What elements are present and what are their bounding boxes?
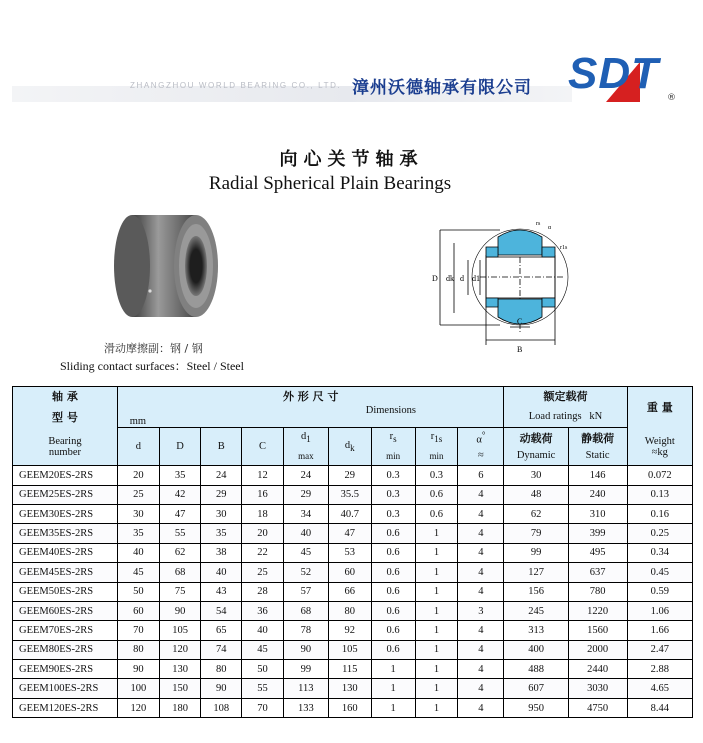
- table-cell: 28: [242, 582, 284, 601]
- bearing-number-cell: GEEM100ES-2RS: [13, 679, 118, 698]
- table-cell: 20: [242, 524, 284, 543]
- table-cell: 68: [159, 563, 201, 582]
- table-cell: 60: [328, 563, 371, 582]
- th-model-cn1: 轴 承: [13, 387, 118, 406]
- company-name-cn: 漳州沃德轴承有限公司: [352, 78, 532, 98]
- th-model-en: Bearing number: [13, 428, 118, 466]
- table-cell: 160: [328, 698, 371, 717]
- table-cell: 1: [415, 601, 458, 620]
- table-cell: 0.6: [371, 621, 415, 640]
- table-cell: 0.3: [371, 504, 415, 523]
- th-rs: $r_s$: [371, 428, 415, 447]
- table-cell: 78: [283, 621, 328, 640]
- th-dimensions-cn: 外 形 尺 寸: [117, 387, 504, 406]
- th-dk: $d_k$: [328, 428, 371, 466]
- table-cell: 35: [201, 524, 242, 543]
- table-cell: 4: [458, 660, 504, 679]
- table-cell: 1: [371, 698, 415, 717]
- table-cell: 79: [504, 524, 568, 543]
- th-static-cn: 静载荷: [568, 428, 627, 447]
- table-cell: 0.6: [371, 601, 415, 620]
- table-cell: 30: [117, 504, 159, 523]
- table-cell: 120: [117, 698, 159, 717]
- spec-table: [12, 386, 693, 718]
- th-d: d: [117, 428, 159, 466]
- th-D: D: [159, 428, 201, 466]
- bearing-number-cell: GEEM35ES-2RS: [13, 524, 118, 543]
- th-d1-max: max: [283, 447, 328, 466]
- table-cell: 310: [568, 504, 627, 523]
- table-cell: 54: [201, 601, 242, 620]
- table-cell: 127: [504, 563, 568, 582]
- bearing-number-cell: GEEM40ES-2RS: [13, 543, 118, 562]
- table-cell: 1: [371, 679, 415, 698]
- table-cell: 29: [283, 485, 328, 504]
- table-cell: 80: [117, 640, 159, 659]
- table-cell: 45: [117, 563, 159, 582]
- table-cell: 47: [328, 524, 371, 543]
- table-cell: 4: [458, 679, 504, 698]
- th-C: C: [242, 428, 284, 466]
- page-header: [0, 0, 703, 110]
- table-cell: 40: [117, 543, 159, 562]
- bearing-number-cell: GEEM25ES-2RS: [13, 485, 118, 504]
- table-cell: 130: [159, 660, 201, 679]
- table-cell: 2000: [568, 640, 627, 659]
- table-cell: 50: [242, 660, 284, 679]
- th-r1s: $r_{1s}$: [415, 428, 458, 447]
- label-rs: rs: [536, 221, 541, 227]
- table-cell: 29: [201, 485, 242, 504]
- table-cell: 40: [201, 563, 242, 582]
- table-cell: 607: [504, 679, 568, 698]
- company-name-en: ZHANGZHOU WORLD BEARING CO., LTD.: [130, 81, 342, 90]
- table-cell: 400: [504, 640, 568, 659]
- th-load-cn: 额定载荷: [504, 387, 627, 406]
- table-cell: 0.3: [415, 466, 458, 485]
- table-body: [13, 466, 693, 718]
- bearing-number-cell: GEEM90ES-2RS: [13, 660, 118, 679]
- table-cell: 99: [283, 660, 328, 679]
- registered-mark: ®: [667, 93, 676, 103]
- table-cell: 90: [159, 601, 201, 620]
- technical-drawing: [420, 215, 580, 365]
- table-cell: 38: [201, 543, 242, 562]
- table-cell: 99: [504, 543, 568, 562]
- th-model-cn2: 型 号: [13, 405, 118, 428]
- table-cell: 0.3: [371, 485, 415, 504]
- table-cell: 488: [504, 660, 568, 679]
- bearing-number-cell: GEEM45ES-2RS: [13, 563, 118, 582]
- table-cell: 0.59: [627, 582, 692, 601]
- table-cell: 48: [504, 485, 568, 504]
- table-cell: 1.66: [627, 621, 692, 640]
- table-cell: 16: [242, 485, 284, 504]
- th-load-en: Load ratings kN: [504, 405, 627, 428]
- table-cell: 12: [242, 466, 284, 485]
- table-row: [13, 679, 693, 698]
- table-cell: 34: [283, 504, 328, 523]
- table-cell: 60: [117, 601, 159, 620]
- table-cell: 0.13: [627, 485, 692, 504]
- table-cell: 150: [159, 679, 201, 698]
- bearing-number-cell: GEEM80ES-2RS: [13, 640, 118, 659]
- table-cell: 0.34: [627, 543, 692, 562]
- table-cell: 55: [159, 524, 201, 543]
- table-cell: 100: [117, 679, 159, 698]
- table-cell: 35.5: [328, 485, 371, 504]
- label-dk: dk: [446, 274, 454, 283]
- table-cell: 3: [458, 601, 504, 620]
- th-d1: $d_1$: [283, 428, 328, 447]
- th-static-en: Static: [568, 447, 627, 466]
- table-cell: 0.6: [415, 485, 458, 504]
- table-cell: 4: [458, 504, 504, 523]
- table-cell: 24: [283, 466, 328, 485]
- table-cell: 40: [242, 621, 284, 640]
- th-rs-min: min: [371, 447, 415, 466]
- table-cell: 4.65: [627, 679, 692, 698]
- table-cell: 113: [283, 679, 328, 698]
- table-cell: 399: [568, 524, 627, 543]
- bearing-photo: [110, 205, 230, 330]
- table-cell: 2.88: [627, 660, 692, 679]
- table-cell: 0.6: [371, 640, 415, 659]
- table-cell: 4: [458, 485, 504, 504]
- th-alpha: α°: [458, 428, 504, 447]
- table-row: [13, 660, 693, 679]
- table-cell: 90: [283, 640, 328, 659]
- bearing-number-cell: GEEM70ES-2RS: [13, 621, 118, 640]
- table-cell: 0.16: [627, 504, 692, 523]
- table-cell: 0.6: [371, 524, 415, 543]
- table-row: [13, 621, 693, 640]
- page-title-en: Radial Spherical Plain Bearings: [208, 173, 452, 194]
- table-cell: 0.6: [371, 582, 415, 601]
- table-cell: 0.3: [371, 466, 415, 485]
- table-cell: 156: [504, 582, 568, 601]
- table-row: [13, 582, 693, 601]
- table-cell: 105: [159, 621, 201, 640]
- table-cell: 4750: [568, 698, 627, 717]
- table-cell: 133: [283, 698, 328, 717]
- table-cell: 1: [415, 698, 458, 717]
- table-row: [13, 563, 693, 582]
- table-cell: 80: [328, 601, 371, 620]
- table-cell: 92: [328, 621, 371, 640]
- table-cell: 55: [242, 679, 284, 698]
- table-cell: 36: [242, 601, 284, 620]
- table-cell: 20: [117, 466, 159, 485]
- table-cell: 2440: [568, 660, 627, 679]
- th-dimensions-en: Dimensionsmm: [117, 405, 504, 428]
- table-cell: 1220: [568, 601, 627, 620]
- table-cell: 30: [201, 504, 242, 523]
- table-cell: 0.45: [627, 563, 692, 582]
- table-cell: 24: [201, 466, 242, 485]
- label-alpha: α: [548, 225, 552, 231]
- table-cell: 240: [568, 485, 627, 504]
- table-cell: 70: [117, 621, 159, 640]
- table-cell: 313: [504, 621, 568, 640]
- label-d: d: [460, 274, 464, 283]
- table-cell: 40: [283, 524, 328, 543]
- table-cell: 18: [242, 504, 284, 523]
- table-row: [13, 640, 693, 659]
- table-cell: 35: [117, 524, 159, 543]
- table-cell: 2.47: [627, 640, 692, 659]
- table-cell: 50: [117, 582, 159, 601]
- table-cell: 4: [458, 582, 504, 601]
- bearing-number-cell: GEEM30ES-2RS: [13, 504, 118, 523]
- table-cell: 70: [242, 698, 284, 717]
- table-cell: 780: [568, 582, 627, 601]
- bearing-number-cell: GEEM120ES-2RS: [13, 698, 118, 717]
- table-cell: 4: [458, 543, 504, 562]
- table-cell: 3030: [568, 679, 627, 698]
- table-cell: 4: [458, 524, 504, 543]
- table-row: [13, 524, 693, 543]
- table-cell: 90: [201, 679, 242, 698]
- logo-text: SDT: [568, 49, 659, 98]
- label-d1: d1: [472, 274, 480, 283]
- caption-cn: 滑动摩擦副：钢 / 钢: [104, 342, 203, 355]
- table-cell: 4: [458, 563, 504, 582]
- table-cell: 950: [504, 698, 568, 717]
- table-cell: 42: [159, 485, 201, 504]
- table-cell: 75: [159, 582, 201, 601]
- table-cell: 245: [504, 601, 568, 620]
- table-cell: 22: [242, 543, 284, 562]
- label-B: B: [517, 345, 523, 354]
- th-weight-en: Weight ≈kg: [627, 428, 692, 466]
- table-cell: 1: [415, 679, 458, 698]
- table-cell: 35: [159, 466, 201, 485]
- label-D: D: [432, 274, 438, 283]
- table-cell: 45: [283, 543, 328, 562]
- table-row: [13, 601, 693, 620]
- table-cell: 180: [159, 698, 201, 717]
- th-dynamic-en: Dynamic: [504, 447, 568, 466]
- table-cell: 47: [159, 504, 201, 523]
- table-cell: 1560: [568, 621, 627, 640]
- table-cell: 43: [201, 582, 242, 601]
- table-cell: 1: [415, 563, 458, 582]
- table-cell: 1: [415, 543, 458, 562]
- caption-en: Sliding contact surfaces：Steel / Steel: [60, 359, 244, 373]
- th-B: B: [201, 428, 242, 466]
- table-cell: 74: [201, 640, 242, 659]
- table-cell: 0.25: [627, 524, 692, 543]
- table-cell: 66: [328, 582, 371, 601]
- table-row: [13, 485, 693, 504]
- table-cell: 29: [328, 466, 371, 485]
- table-cell: 80: [201, 660, 242, 679]
- table-cell: 62: [159, 543, 201, 562]
- table-cell: 4: [458, 698, 504, 717]
- table-cell: 4: [458, 621, 504, 640]
- table-row: [13, 466, 693, 485]
- table-cell: 65: [201, 621, 242, 640]
- table-cell: 25: [242, 563, 284, 582]
- table-cell: 1: [415, 640, 458, 659]
- table-header: [13, 387, 693, 466]
- bearing-number-cell: GEEM50ES-2RS: [13, 582, 118, 601]
- bearing-number-cell: GEEM60ES-2RS: [13, 601, 118, 620]
- table-cell: 105: [328, 640, 371, 659]
- table-cell: 45: [242, 640, 284, 659]
- label-C: C: [517, 317, 523, 326]
- label-r1s: r1s: [560, 245, 568, 251]
- table-cell: 0.6: [371, 563, 415, 582]
- table-cell: 62: [504, 504, 568, 523]
- table-row: [13, 504, 693, 523]
- table-cell: 0.072: [627, 466, 692, 485]
- table-cell: 115: [328, 660, 371, 679]
- table-cell: 90: [117, 660, 159, 679]
- table-cell: 1.06: [627, 601, 692, 620]
- th-dynamic-cn: 动载荷: [504, 428, 568, 447]
- table-cell: 6: [458, 466, 504, 485]
- table-row: [13, 698, 693, 717]
- table-cell: 30: [504, 466, 568, 485]
- table-cell: 68: [283, 601, 328, 620]
- table-cell: 8.44: [627, 698, 692, 717]
- table-cell: 1: [415, 660, 458, 679]
- th-alpha-approx: ≈: [458, 447, 504, 466]
- table-cell: 0.6: [415, 504, 458, 523]
- table-cell: 130: [328, 679, 371, 698]
- table-cell: 53: [328, 543, 371, 562]
- table-cell: 57: [283, 582, 328, 601]
- table-cell: 637: [568, 563, 627, 582]
- page-title-cn: 向心关节轴承: [279, 149, 424, 170]
- bearing-number-cell: GEEM20ES-2RS: [13, 466, 118, 485]
- th-r1s-min: min: [415, 447, 458, 466]
- table-cell: 40.7: [328, 504, 371, 523]
- table-cell: 25: [117, 485, 159, 504]
- table-cell: 1: [415, 582, 458, 601]
- table-cell: 120: [159, 640, 201, 659]
- table-cell: 0.6: [371, 543, 415, 562]
- table-cell: 146: [568, 466, 627, 485]
- table-cell: 495: [568, 543, 627, 562]
- table-cell: 52: [283, 563, 328, 582]
- table-row: [13, 543, 693, 562]
- table-cell: 108: [201, 698, 242, 717]
- table-cell: 1: [415, 524, 458, 543]
- table-cell: 4: [458, 640, 504, 659]
- table-cell: 1: [415, 621, 458, 640]
- table-cell: 1: [371, 660, 415, 679]
- th-weight-cn: 重 量: [627, 387, 692, 428]
